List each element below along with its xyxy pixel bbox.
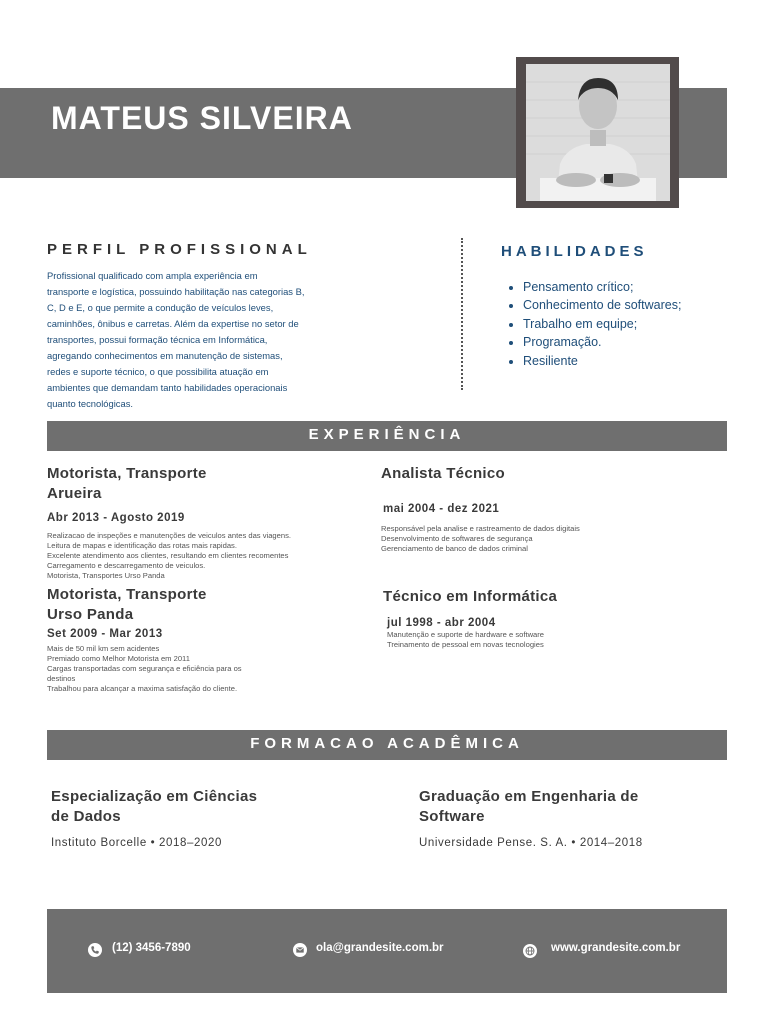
job-desc-line: Motorista, Transportes Urso Panda	[47, 570, 165, 580]
degree-title: de Dados	[51, 808, 121, 825]
mail-icon	[293, 943, 307, 957]
skills-heading: HABILIDADES	[501, 243, 648, 260]
education-entry	[51, 787, 351, 849]
job-desc-line: Gerenciamento de banco de dados criminal	[381, 543, 528, 553]
education-heading-bar: FORMACAO ACADÊMICA	[47, 730, 727, 760]
email-address: ola@grandesite.com.br	[316, 942, 444, 954]
job-title: Arueira	[47, 485, 102, 502]
job-desc-line: Premiado como Melhor Motorista em 2011	[47, 653, 190, 663]
degree-title: Especialização em Ciências	[51, 788, 258, 805]
job-date: Set 2009 - Mar 2013	[47, 628, 163, 640]
profile-line: Profissional qualificado com ampla experiência em	[47, 270, 258, 281]
job-desc-line: Trabalhou para alcançar a maxima satisfação do cliente.	[47, 683, 238, 693]
profile-line: transporte e logística, possuindo habilitação nas categorias B,	[47, 286, 305, 297]
job-entry	[383, 587, 713, 650]
profile-heading: PERFIL PROFISSIONAL	[47, 241, 312, 258]
job-desc-line: Desenvolvimento de softwares de segurança	[381, 533, 533, 543]
job-description	[381, 524, 711, 554]
job-title: Técnico em Informática	[383, 588, 558, 605]
job-desc-line: Excelente atendimento aos clientes, resultando em clientes recomentes	[47, 550, 289, 560]
job-title: Motorista, Transporte	[47, 465, 207, 482]
candidate-name: MATEUS SILVEIRA	[51, 100, 353, 136]
profile-line: ambientes que demandam tanto habilidades operacionais	[47, 382, 288, 393]
profile-photo	[526, 64, 670, 201]
job-desc-line: Treinamento de pessoal em novas tecnologies	[387, 639, 544, 649]
phone-icon	[88, 943, 102, 957]
job-desc-line: Leitura de mapas e identificação das rotas mais rapidas.	[47, 540, 237, 550]
skills-list	[508, 278, 681, 370]
job-title: Urso Panda	[47, 606, 134, 623]
profile-line: caminhões, ônibus e carretas. Além da expertise no setor de	[47, 318, 299, 329]
job-desc-line: Manutenção e suporte de hardware e software	[387, 630, 545, 639]
profile-line: C, D e E, o que permite a condução de veículos leves,	[47, 302, 274, 313]
experience-heading-bar: EXPERIÊNCIA	[47, 421, 727, 451]
profile-summary	[47, 268, 337, 412]
education-entry	[419, 787, 719, 849]
globe-icon	[523, 944, 537, 958]
phone-number: (12) 3456-7890	[112, 942, 191, 954]
job-date: Abr 2013 - Agosto 2019	[47, 512, 185, 524]
job-entry	[381, 464, 711, 554]
job-entry	[47, 585, 347, 694]
job-description	[387, 630, 713, 650]
profile-line: agregando conhecimentos em manutenção de sistemas,	[47, 350, 283, 361]
job-desc-line: destinos	[47, 673, 76, 683]
skill-item: • Pensamento crítico;	[523, 278, 681, 296]
person-portrait-icon	[526, 64, 670, 201]
section-divider	[461, 238, 463, 390]
skill-item: • Resiliente	[523, 352, 681, 370]
skill-item: • Trabalho em equipe;	[523, 315, 681, 333]
job-description	[47, 644, 347, 694]
job-date: mai 2004 - dez 2021	[383, 503, 500, 515]
job-desc-line: Responsável pela analise e rastreamento de dados digitais	[381, 524, 580, 533]
profile-line: redes e suporte técnico, o que possibilita atuação em	[47, 366, 269, 377]
skill-item: • Conhecimento de softwares;	[523, 296, 681, 314]
degree-title: Graduação em Engenharia de	[419, 788, 639, 805]
degree-title: Software	[419, 808, 485, 825]
job-desc-line: Carregamento e descarregamento de veiculos.	[47, 560, 206, 570]
job-desc-line: Cargas transportadas com segurança e eficiência para os	[47, 663, 242, 673]
institution-info: Universidade Pense. S. A. • 2014–2018	[419, 837, 643, 849]
institution-info: Instituto Borcelle • 2018–2020	[51, 837, 222, 849]
job-desc-line: Realizacao de inspeções e manutenções de veiculos antes das viagens.	[47, 531, 291, 540]
skill-item: • Programação.	[523, 333, 681, 351]
website-url: www.grandesite.com.br	[551, 942, 681, 954]
job-title: Analista Técnico	[381, 465, 506, 482]
job-date: jul 1998 - abr 2004	[387, 617, 496, 629]
job-desc-line: Mais de 50 mil km sem acidentes	[47, 644, 160, 653]
job-entry	[47, 464, 347, 581]
job-description	[47, 531, 347, 581]
job-title: Motorista, Transporte	[47, 586, 207, 603]
profile-line: transportes, possui formação técnica em Informática,	[47, 334, 268, 345]
profile-line: quanto tecnológicas.	[47, 398, 134, 409]
